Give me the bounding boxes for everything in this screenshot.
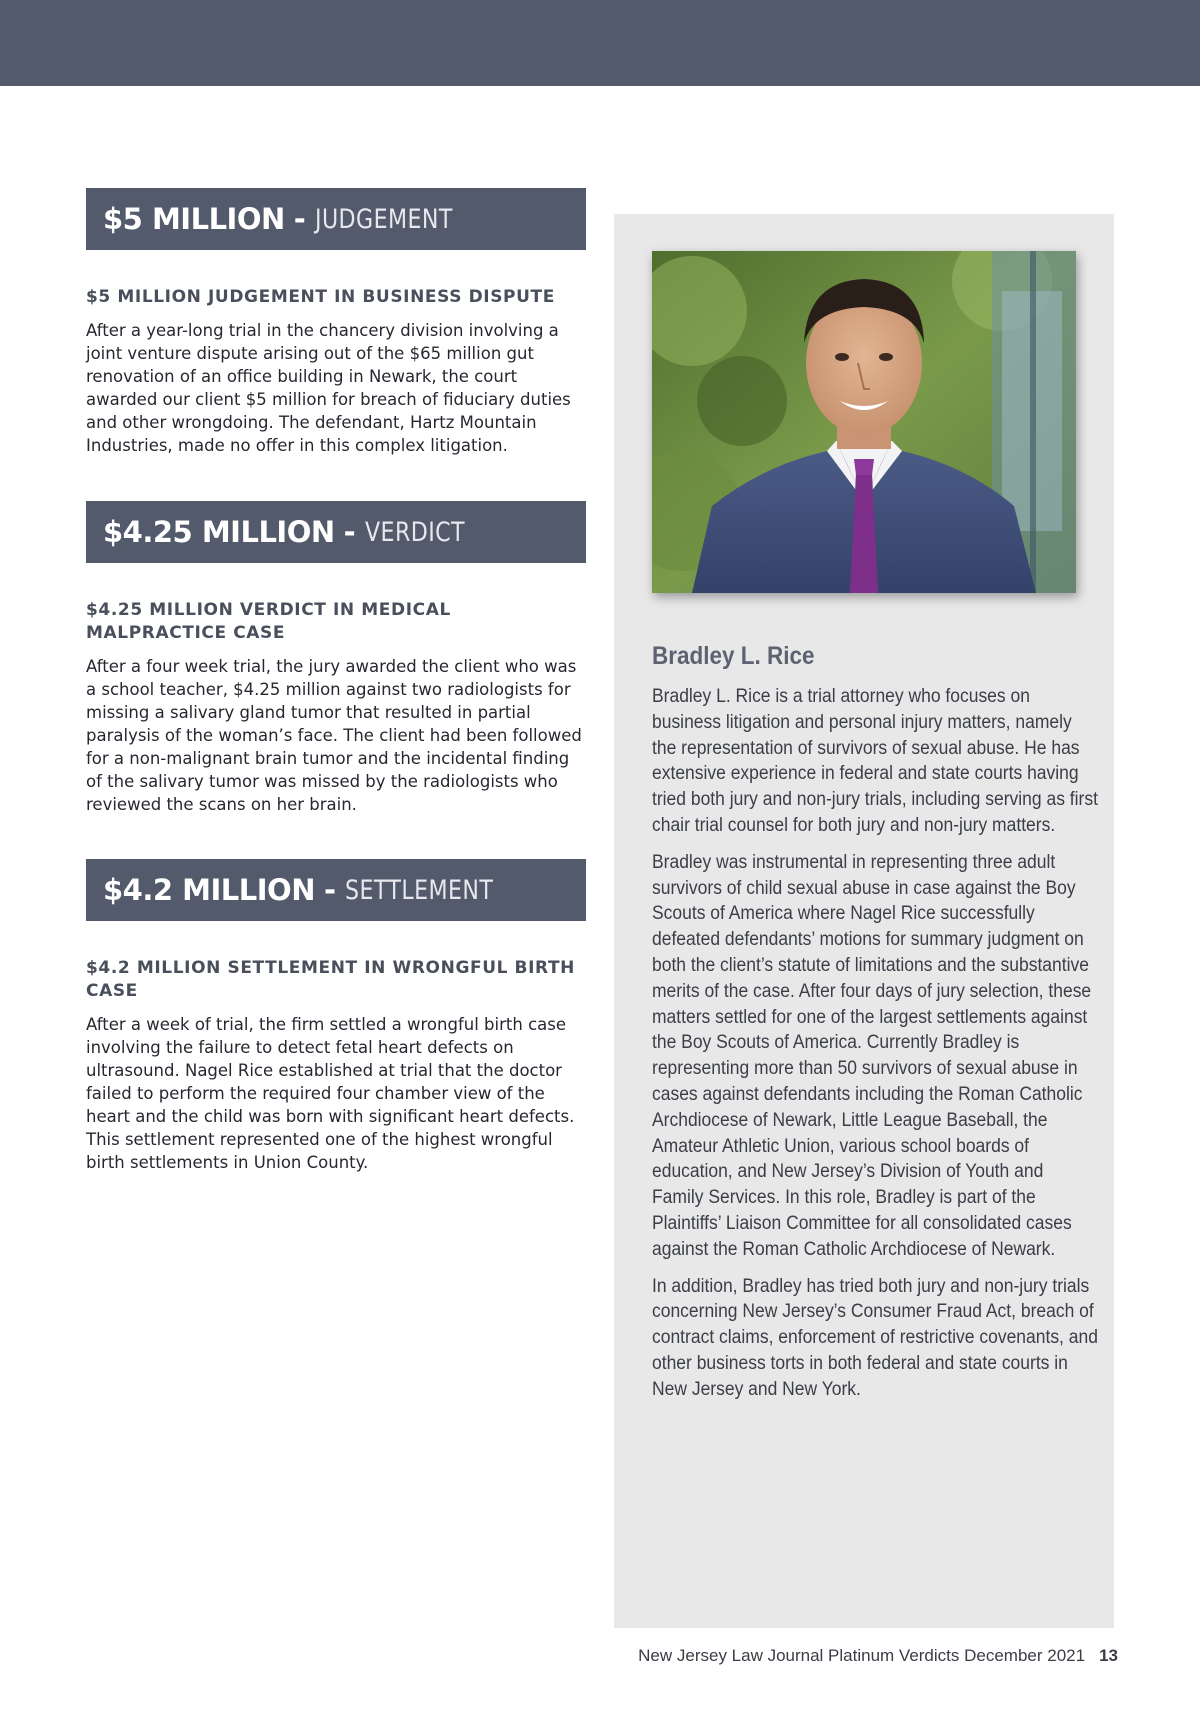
case-banner <box>86 501 586 563</box>
bio-paragraph: Bradley was instrumental in representing three adult survivors of child sexual abuse in case against the Boy Scouts of America where Nagel Rice successfully defeated defendants’ motions for summary judgment on both the client’s statute of limitations and the substantive merits of the case. After four days of jury selection, these matters settled for one of the largest settlements against the Boy Scouts of America. Currently Bradley is representing more than 50 survivors of sexual abuse in cases against defendants including the Roman Catholic Archdiocese of Newark, Little League Baseball, the Amateur Athletic Union, various school boards of education, and New Jersey’s Division of Youth and Family Services. In this role, Bradley is part of the Plaintiffs’ Liaison Committee for all consolidated cases against the Roman Catholic Archdiocese of Newark. <box>652 851 1092 1260</box>
publication-title: New Jersey Law Journal Platinum Verdicts December 2021 <box>638 1646 1086 1665</box>
attorney-name: Bradley L. Rice <box>652 642 815 670</box>
case-body: After a week of trial, the firm settled a wrongful birth case involving the failure to detect fetal heart defects on ultrasound. Nagel Rice established at trial that the doctor failed to perform the required four chamber view of the heart and the child was born with significant heart defects. This settlement represented one of the highest wrongful birth settlements in Union County. <box>86 1015 575 1172</box>
case-section-judgement <box>86 188 586 457</box>
case-section-verdict <box>86 501 586 816</box>
banner-dash: - <box>343 515 356 549</box>
bio-paragraph: Bradley L. Rice is a trial attorney who focuses on business litigation and personal injury matters, namely the representation of survivors of sexual abuse. He has extensive experience in federal and state courts having tried both jury and non-jury trials, including serving as first chair trial counsel for both jury and non-jury matters. <box>652 686 1098 836</box>
case-title: $4.25 MILLION VERDICT IN MEDICAL MALPRACTICE CASE <box>86 600 451 643</box>
case-amount: $4.25 MILLION <box>103 515 335 549</box>
case-title: $5 MILLION JUDGEMENT IN BUSINESS DISPUTE <box>86 287 555 307</box>
page-number: 13 <box>1099 1646 1118 1665</box>
case-title: $4.2 MILLION SETTLEMENT IN WRONGFUL BIRTH CASE <box>86 958 575 1001</box>
banner-dash: - <box>293 202 306 236</box>
attorney-bio-text <box>652 684 1102 1414</box>
case-kind: SETTLEMENT <box>345 874 494 906</box>
case-amount: $5 MILLION <box>103 202 285 236</box>
case-banner <box>86 188 586 250</box>
case-results-column <box>86 188 586 1218</box>
case-body: After a year-long trial in the chancery division involving a joint venture dispute arising out of the $65 million gut renovation of an office building in Newark, the court awarded our client $5 million for breach of fiduciary duties and other wrongdoing. The defendant, Hartz Mountain Industries, made no offer in this complex litigation. <box>86 321 571 455</box>
case-amount: $4.2 MILLION <box>103 873 315 907</box>
case-banner <box>86 859 586 921</box>
bio-paragraph: In addition, Bradley has tried both jury and non-jury trials concerning New Jersey’s Consumer Fraud Act, breach of contract claims, enforcement of restrictive covenants, and other business torts in both federal and state courts in New Jersey and New York. <box>652 1275 1098 1400</box>
page-footer <box>638 1646 1118 1666</box>
banner-dash: - <box>323 873 337 907</box>
header-band <box>0 0 1200 86</box>
case-section-settlement <box>86 859 586 1174</box>
case-body: After a four week trial, the jury awarded the client who was a school teacher, $4.25 million against two radiologists for missing a salivary gland tumor that resulted in partial paralysis of the woman’s face. The client had been followed for a non-malignant brain tumor and the incidental finding of the salivary tumor was missed by the radiologists who reviewed the scans on her brain. <box>86 657 582 814</box>
attorney-portrait-photo <box>652 251 1076 593</box>
attorney-bio-panel <box>614 214 1114 1628</box>
case-kind: VERDICT <box>364 516 465 548</box>
case-kind: JUDGEMENT <box>314 203 453 235</box>
